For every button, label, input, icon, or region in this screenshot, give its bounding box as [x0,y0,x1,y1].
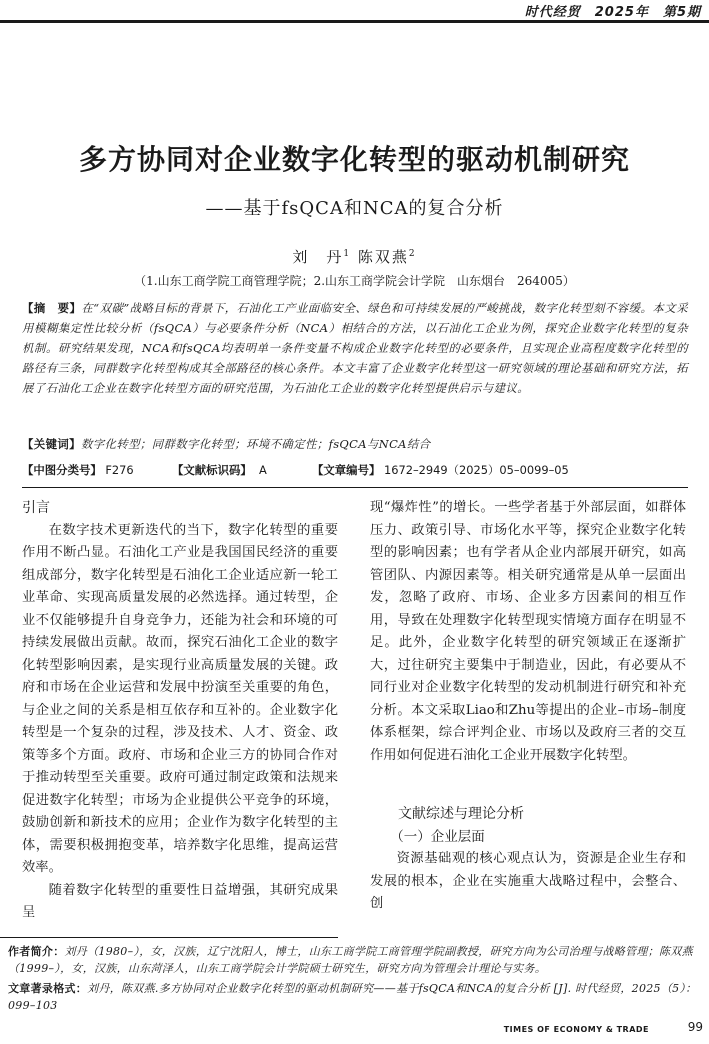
article-subtitle: ——基于fsQCA和NCA的复合分析 [205,198,504,219]
author-bio-label: 作者简介： [8,945,65,958]
author-bio [8,943,704,977]
right-column [370,497,686,916]
citation [8,980,704,1014]
author-2: 陈双燕 [357,248,409,266]
article-no-label: 【文章编号】 [312,463,381,477]
abstract-divider [22,487,688,488]
clc-group [22,462,134,478]
subsection-1-heading: （一）企业层面 [390,828,485,845]
intro-paragraph-1: 在数字技术更新迭代的当下，数字化转型的重要作用不断凸显。石油化工产业是我国国民经济的重要组成部分，数字化转型是石油化工企业适应新一轮工业革命、实现高质量发展的必然选择。通过转型，企业不仅能够提升自身竞争力，还能为社会和环境的可持续发展做出贡献。故而，探究石油化工企业的数字化转型影响因素，是实现行业高质量发展的关键。政府和市场在企业运营和发展中扮演至关重要的角色，与企业之间的关系是相互依存和互补的。企业数字化转型是一个复杂的过程，涉及技术、人才、资金、政策等多个方面。政府、市场和企业三方的协同合作对于推动转型至关重要。政府可通过制定政策和法规来促进数字化转型；市场为企业提供公平竞争的环境，鼓励创新和新技术的应用；企业作为数字化转型的主体，需要积极拥抱变革，培养数字化思维，提高运营效率。 [22,522,338,875]
issue-label: 2025年 第5期 [594,5,701,20]
intro-heading: 引言 [22,500,50,516]
doc-code-value: A [259,463,267,477]
keywords-text: 数字化转型；同群数字化转型；环境不确定性；fsQCA与NCA结合 [80,437,431,451]
journal-name: 时代经贸 [524,5,581,20]
article-title: 多方协同对企业数字化转型的驱动机制研究 [78,143,630,176]
author-1-sup: 1 [343,249,352,259]
intro-paragraph-2-start: 随着数字化转型的重要性日益增强，其研究成果呈 [22,882,338,920]
keywords-label: 【关键词】 [22,437,81,451]
citation-label: 文章著录格式： [8,982,88,995]
footnote-rule [0,937,338,938]
affiliation: （1.山东工商学院工商管理学院；2.山东工商学院会计学院 山东烟台 264005） [134,274,575,288]
abstract-label: 【摘 要】 [22,301,82,315]
doc-group [172,462,267,478]
art-group [312,462,569,478]
header-rule [0,20,709,23]
author-line [0,246,709,267]
author-bio-text: 刘丹（1980–），女，汉族，辽宁沈阳人，博士，山东工商学院工商管理学院副教授，研究方向为公司治理与战略管理；陈双燕（1999–），女，汉族，山东菏泽人，山东工商学院会计学院硕士研究生，研究方向为管理会计理论与实务。 [8,945,693,975]
review-heading: 文献综述与理论分析 [398,806,524,822]
author-2-sup: 2 [408,249,417,259]
journal-issue [525,1,701,20]
left-column [22,497,338,925]
abstract [22,298,688,398]
doc-code-label: 【文献标识码】 [172,463,252,477]
citation-text: 刘丹，陈双燕.多方协同对企业数字化转型的驱动机制研究——基于fsQCA和NCA的复合分析 [J]. 时代经贸，2025（5）：099–103 [8,982,697,1012]
keywords [22,436,688,452]
article-no-value: 1672–2949（2025）05–0099–05 [383,463,569,477]
intro-paragraph-2-cont: 现“爆炸性”的增长。一些学者基于外部层面，如群体压力、政策引导、市场化水平等，探究企业数字化转型的影响因素；也有学者从企业内部展开研究，如高管团队、内源因素等。相关研究通常是从单一层面出发，忽略了政府、市场、企业多方因素间的相互作用，导致在处理数字化转型现实情境方面存在明显不足。此外，企业数字化转型的研究领域正在逐渐扩大，过往研究主要集中于制造业，因此，有必要从不同行业对企业数字化转型的发动机制进行研究和补充分析。本文采取Liao和Zhu等提出的企业–市场–制度体系框架，综合评判企业、市场以及政府三者的交互作用如何促进石油化工企业开展数字化转型。 [370,500,686,763]
author-1: 刘 丹 [292,248,344,266]
page-number: 99 [687,1020,703,1034]
running-header [0,0,709,24]
clc-label: 【中图分类号】 [22,463,102,477]
section-spacer [370,767,686,803]
subsection-1-paragraph: 资源基础观的核心观点认为，资源是企业生存和发展的根本，企业在实施重大战略过程中，会整合、创 [370,851,686,911]
clc-value: F276 [105,463,134,477]
journal-english-name: TIMES OF ECONOMY & TRADE [503,1025,649,1034]
abstract-text: 在“双碳”战略目标的背景下，石油化工产业面临安全、绿色和可持续发展的严峻挑战，数字化转型刻不容缓。本文采用模糊集定性比较分析（fsQCA）与必要条件分析（NCA）相结合的方法，以石油化工企业为例，探究企业数字化转型的复杂机制。研究结果发现，NCA和fsQCA均表明单一条件变量不构成企业数字化转型的必要条件，且实现企业高程度数字化转型的路径有三条，同群数字化转型构成其全部路径的核心条件。本文丰富了企业数字化转型这一研究领域的理论基础和研究方法，拓展了石油化工企业在数字化转型方面的研究范围，为石油化工企业的数字化转型提供启示与建议。 [22,301,688,395]
